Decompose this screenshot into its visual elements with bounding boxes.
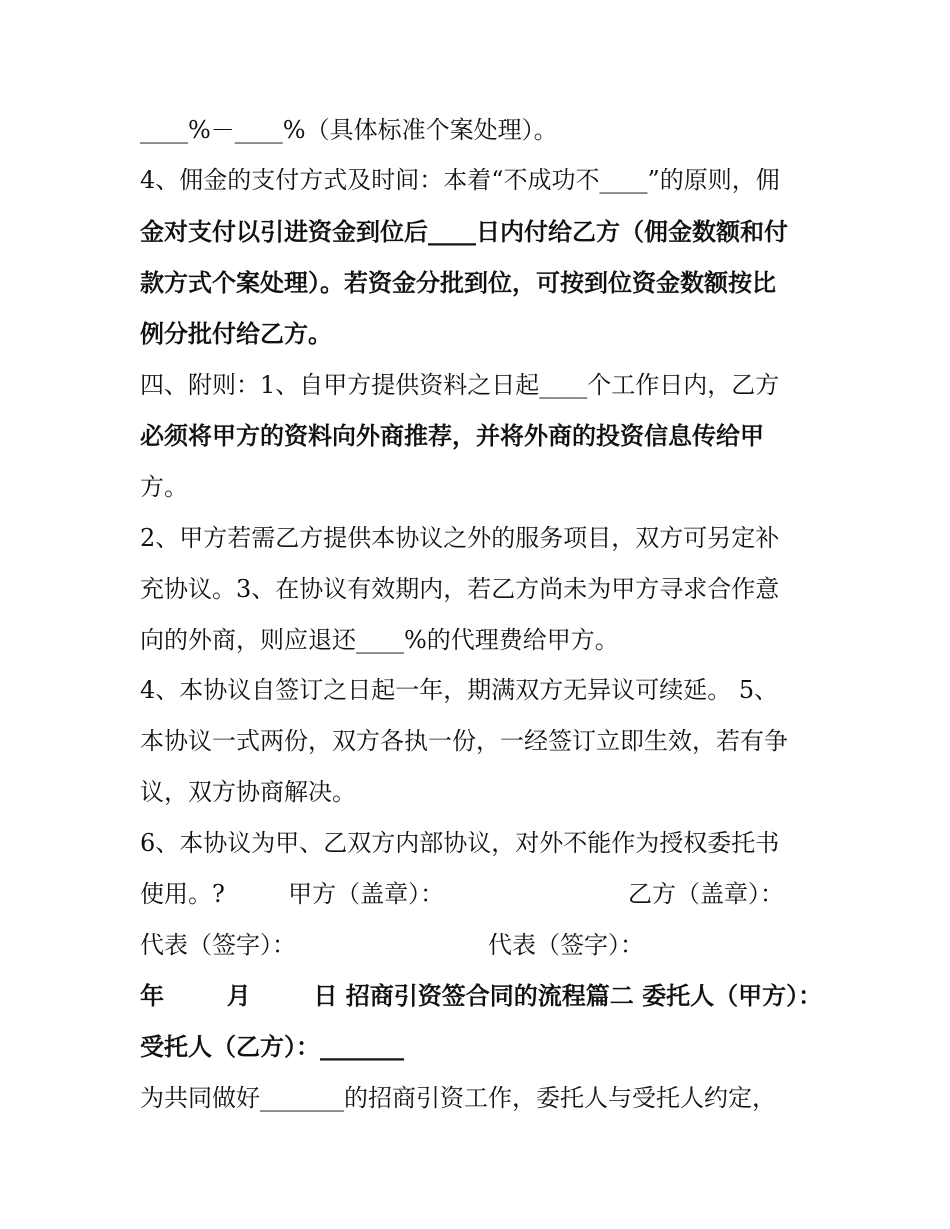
- usage-text: 使用。?: [140, 880, 225, 908]
- text-line: 向的外商，则应退还____%的代理费给甲方。: [140, 626, 619, 654]
- text-line: 本协议一式两份，双方各执一份，一经签订立即生效，若有争: [140, 727, 788, 755]
- party-a-seal: 甲方（盖章）：: [288, 880, 445, 908]
- signature-line: [140, 879, 444, 909]
- text-line: 4、佣金的支付方式及时间：本着“不成功不____”的原则，佣: [140, 166, 780, 194]
- text-line: 方。: [140, 473, 188, 501]
- text-line: 金对支付以引进资金到位后____日内付给乙方（佣金数额和付: [140, 218, 788, 246]
- text-line: 议，双方协商解决。: [140, 778, 356, 806]
- day-title-label: 日 招商引资签合同的流程篇二 委托人（甲方）：: [313, 982, 823, 1010]
- text-line: 2、甲方若需乙方提供本协议之外的服务项目，双方可另定补: [140, 524, 780, 552]
- year-label: 年: [140, 982, 164, 1010]
- party-b-seal: 乙方（盖章）：: [628, 880, 784, 908]
- trustee-line: 受托人（乙方）：_______: [140, 1033, 404, 1061]
- text-line: 4、本协议自签订之日起一年，期满双方无异议可续延。 5、: [140, 676, 779, 704]
- text-line: ____%－____%（具体标准个案处理）。: [140, 116, 558, 144]
- text-line: 款方式个案处理）。若资金分批到位，可按到位资金数额按比: [140, 269, 776, 297]
- text-line: 为共同做好_______的招商引资工作，委托人与受托人约定，: [140, 1084, 776, 1112]
- text-line: 例分批付给乙方。: [140, 320, 332, 348]
- month-label: 月: [226, 982, 251, 1010]
- text-line: 四、附则：1、自甲方提供资料之日起____个工作日内，乙方: [140, 371, 780, 399]
- text-line: 必须将甲方的资料向外商推荐，并将外商的投资信息传给甲: [140, 422, 764, 450]
- text-line: 6、本协议为甲、乙双方内部协议，对外不能作为授权委托书: [140, 829, 780, 857]
- text-line: 充协议。3、在协议有效期内，若乙方尚未为甲方寻求合作意: [140, 575, 780, 603]
- rep-b-sign: 代表（签字）：: [488, 931, 644, 959]
- rep-a-sign: 代表（签字）：: [140, 931, 296, 959]
- date-title-line: [140, 981, 822, 1011]
